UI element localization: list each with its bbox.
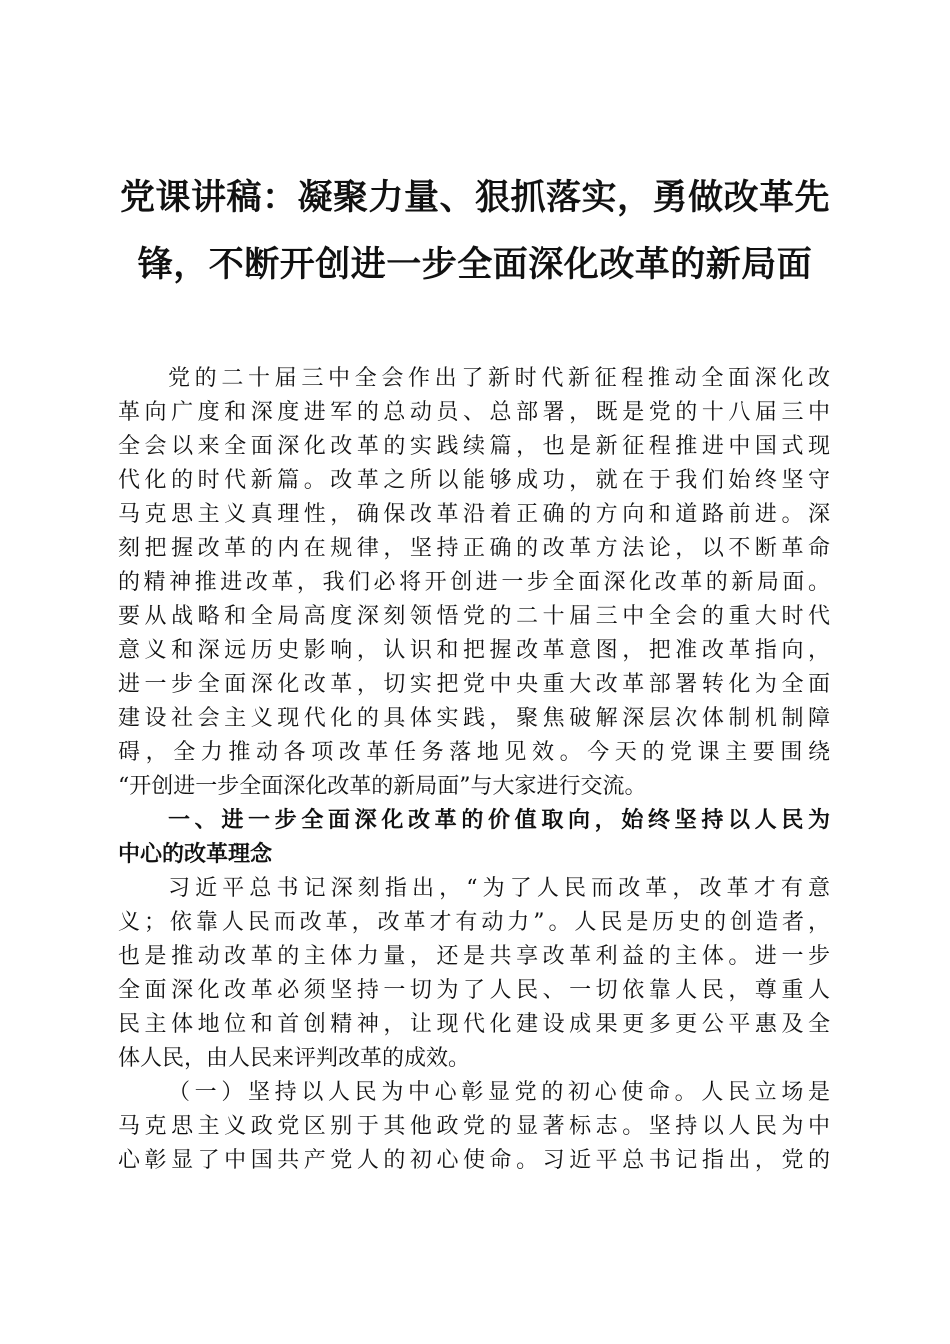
body-text-line: 要从战略和全局高度深刻领悟党的二十届三中全会的重大时代 [118,604,830,629]
body-text-line: 党的二十届三中全会作出了新时代新征程推动全面深化改 [168,366,830,391]
document-title-line-1: 党课讲稿：凝聚力量、狠抓落实，勇做改革先 [119,178,830,218]
body-text-line: 刻把握改革的内在规律，坚持正确的改革方法论，以不断革命 [118,536,830,561]
body-text-line: 意义和深远历史影响，认识和把握改革意图，把准改革指向， [118,638,830,663]
section-heading-line: 一、进一步全面深化改革的价值取向，始终坚持以人民为 [168,808,830,833]
body-text-line: 的精神推进改革，我们必将开创进一步全面深化改革的新局面。 [118,570,830,595]
body-text-line: 习近平总书记深刻指出，“为了人民而改革，改革才有意 [168,876,830,901]
body-text-line: 全会以来全面深化改革的实践续篇，也是新征程推进中国式现 [118,434,830,459]
body-text-line: 碍，全力推动各项改革任务落地见效。今天的党课主要围绕 [118,740,830,765]
body-text-line: 代化的时代新篇。改革之所以能够成功，就在于我们始终坚守 [118,468,830,493]
body-text-line: 全面深化改革必须坚持一切为了人民、一切依靠人民，尊重人 [118,978,830,1003]
body-text-line: 革向广度和深度进军的总动员、总部署，既是党的十八届三中 [118,400,830,425]
document-title-line-2: 锋，不断开创进一步全面深化改革的新局面 [137,245,813,285]
body-text-line: 义；依靠人民而改革，改革才有动力”。人民是历史的创造者， [118,910,830,935]
body-text-line: （一）坚持以人民为中心彰显党的初心使命。人民立场是 [168,1080,830,1105]
body-text-line: 建设社会主义现代化的具体实践，聚焦破解深层次体制机制障 [118,706,830,731]
body-text-line: 马克思主义真理性，确保改革沿着正确的方向和道路前进。深 [118,502,830,527]
body-text-line: 也是推动改革的主体力量，还是共享改革利益的主体。进一步 [118,944,830,969]
section-heading-line: 中心的改革理念 [118,842,273,867]
body-text-line: 体人民，由人民来评判改革的成效。 [118,1046,471,1071]
body-text-line: 心彰显了中国共产党人的初心使命。习近平总书记指出，党的 [118,1148,830,1173]
body-text-line: “开创进一步全面深化改革的新局面”与大家进行交流。 [118,774,647,799]
body-text-line: 进一步全面深化改革，切实把党中央重大改革部署转化为全面 [118,672,830,697]
body-text-line: 民主体地位和首创精神，让现代化建设成果更多更公平惠及全 [118,1012,830,1037]
body-text-line: 马克思主义政党区别于其他政党的显著标志。坚持以人民为中 [118,1114,830,1139]
